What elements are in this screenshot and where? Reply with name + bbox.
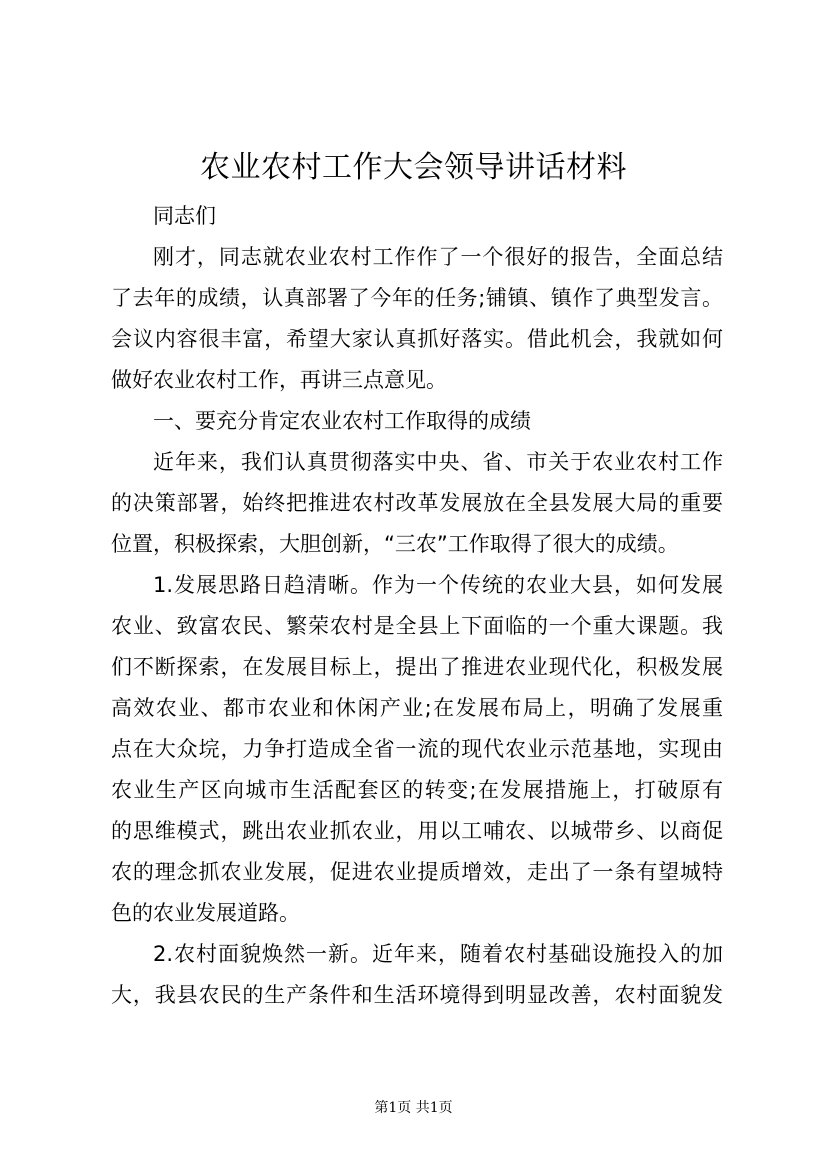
body-line: 同志们 bbox=[153, 204, 216, 228]
body-line: 1.发展思路日趋清晰。作为一个传统的农业大县，如何发展 bbox=[153, 573, 723, 597]
body-line: 们不断探索，在发展目标上，提出了推进农业现代化，积极发展 bbox=[111, 655, 723, 679]
body-line: 的思维模式，跳出农业抓农业，用以工哺农、以城带乡、以商促 bbox=[111, 819, 723, 843]
body-line: 农业、致富农民、繁荣农村是全县上下面临的一个重大课题。我 bbox=[111, 614, 723, 638]
body-line: 农的理念抓农业发展，促进农业提质增效，走出了一条有望城特 bbox=[111, 860, 723, 884]
body-line: 会议内容很丰富，希望大家认真抓好落实。借此机会，我就如何 bbox=[111, 327, 723, 351]
body-line: 2.农村面貌焕然一新。近年来，随着农村基础设施投入的加 bbox=[153, 942, 723, 966]
body-line: 近年来，我们认真贯彻落实中央、省、市关于农业农村工作 bbox=[153, 450, 723, 474]
body-line: 一、要充分肯定农业农村工作取得的成绩 bbox=[153, 409, 531, 433]
body-line: 的决策部署，始终把推进农村改革发展放在全县发展大局的重要 bbox=[111, 491, 723, 515]
body-line: 点在大众垸，力争打造成全省一流的现代农业示范基地，实现由 bbox=[111, 737, 723, 761]
page-footer: 第1页 共1页 bbox=[374, 1100, 453, 1116]
body-line: 大，我县农民的生产条件和生活环境得到明显改善，农村面貌发 bbox=[111, 983, 723, 1007]
document-title: 农业农村工作大会领导讲话材料 bbox=[200, 150, 627, 185]
body-line: 高效农业、都市农业和休闲产业;在发展布局上，明确了发展重 bbox=[111, 696, 723, 720]
body-line: 刚才，同志就农业农村工作作了一个很好的报告，全面总结 bbox=[153, 245, 723, 269]
document-body bbox=[111, 196, 723, 1016]
body-line: 了去年的成绩，认真部署了今年的任务;铺镇、镇作了典型发言。 bbox=[111, 286, 723, 310]
body-line: 色的农业发展道路。 bbox=[111, 901, 300, 925]
body-line: 农业生产区向城市生活配套区的转变;在发展措施上，打破原有 bbox=[111, 778, 723, 802]
body-line: 做好农业农村工作，再讲三点意见。 bbox=[111, 368, 447, 392]
body-line: 位置，积极探索，大胆创新，“三农”工作取得了很大的成绩。 bbox=[111, 532, 679, 556]
